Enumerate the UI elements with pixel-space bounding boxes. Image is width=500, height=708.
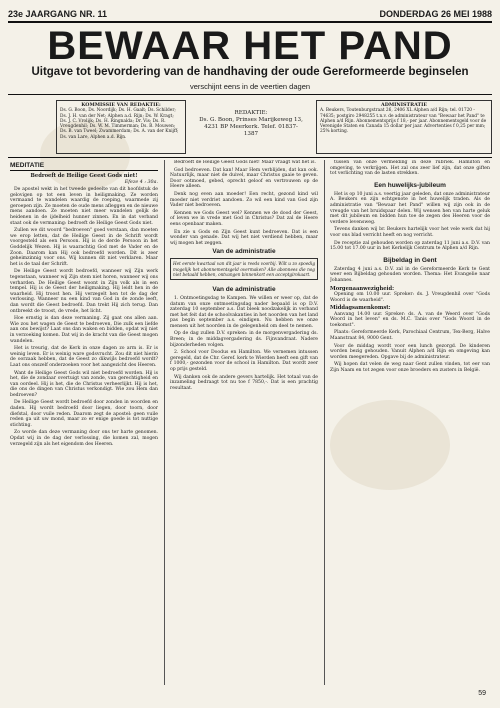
scripture-ref: Efeze 4 : 30a. — [124, 179, 158, 185]
header-rule — [8, 21, 492, 23]
section-administratie-2: Van de administratie — [212, 285, 276, 293]
section-bijbeldag: Bijbeldag in Gent — [383, 256, 437, 264]
column-meditatie — [10, 160, 158, 685]
program-heading: Middagsamenkomst: — [330, 305, 391, 312]
paragraph: De receptie zal gehouden worden op zaterdag 11 juni a.s. D.V. van 15.00 tot 17.00 uur in het Kerkelijk Centrum te Alphen a/d Rijn. — [330, 240, 490, 252]
administratie-text: A. Beukers, Toutenburgstraat 26, 2406 XL Alphen a/d Rijn; tel. 01720 - 74635; postgiro 2948255 t.n.v. de administrateur van "Bewaar het Pand" te Alphen a/d Rijn. Abonnementsprijs f 18,- per jaar. Abonnementsgeld voor de Verenigde Staten en Canada 15 dollar per jaar. Advertenties f 0,25 per mm; 25% korting. — [320, 108, 487, 135]
redaktie-phone: 4231 BP Meerkerk. Telef. 01837-1387 — [204, 124, 298, 137]
administratie-heading: ADMINISTRATIE — [380, 102, 427, 108]
masthead-subtitle: Uitgave tot bevordering van de handhaving der oude Gereformeerde beginselen — [31, 66, 469, 78]
paragraph: Wij danken ook de andere gevers hartelijk. Het totaal van de inzameling bedraagt tot nu toe f 7850,-. Dat is een prachtig resultaat. — [170, 374, 318, 391]
paragraph: Want de Heilige Geest Gods wil niet bedroefd worden. Hij is het, die de zondaar overtuigt van zonde, van gerechtigheid en van oordeel. Hij is het, die de Christus verheerlijkt. Hij is het, die ons de dingen van Christus verkondigt. Wie zou Hem dan bedroeven? — [10, 370, 158, 398]
paragraph: En zie u Gods en Zijn Geest kunt bedroeven. Dat is een wonder van genade. Dat wij het niet verdiend hebben, maar wij mogen het zeggen. — [170, 229, 318, 246]
section-meditatie: MEDITATIE — [10, 162, 158, 171]
paragraph: Hoe ernstig is dan deze vermaning. Zij gaat ons allen aan. Wie zou het wagen de Geest te bedroeven, Die zulk een liefde aan ons bewijst? Laat ons dan waken en bidden, opdat wij niet in verzoeking komen. Dat wij in de kracht van die Geest mogen wandelen. — [10, 316, 158, 344]
paragraph: Kennen we Gods Geest wel? Kennen we de dood der Geest, of leven we in vrede met God in Christus? Dat zal de Heere eens openbaar maken. — [170, 210, 318, 227]
paragraph: Wij hopen dat velen de weg naar Gent zullen vinden, tot eer van Zijn Naam en tot zegen voor onze broeders en zusters in België. — [330, 362, 490, 374]
paragraph: Voor de middag wordt voor een lunch gezorgd. De kinderen worden bezig gehouden. Vanuit Alphen a/d Rijn en omgeving kan worden meegereden. Opgave bij de administrateur. — [330, 343, 490, 360]
paragraph: 1. Ontmoetingsdag te Kampen. We willen er weer op, dat de datum van onze ontmoetingsdag nader bepaald is op D.V. zaterdag 10 september a.s. Dat bleek noodzakelijk in verband met het feit dat de schoolvakanties in het noorden van het land pas begin september a.s. eindigen. Nu hebben we onze mensen uit het noorden in de gelegenheid om deel te nemen. — [170, 295, 318, 329]
paragraph: tussen van onze vermelding in deze rubriek. Hamilton en omgeving, te verkrijgen. Het zal ons zeer lief zijn, dat onze giften tot verlichting van de lasten strekken. — [330, 160, 490, 177]
paragraph: God bedroeven. Dat kan! Maar Hem verblijden, dat kan ook. Natuurlijk, maar niet de duivel, maar Christus gaaie te geven. Door ootmoed, gebed, oprecht geloof en vertrouwen op de Heere alleen. — [170, 167, 318, 190]
section-administratie-1: Van de administratie — [212, 248, 276, 256]
column-divider — [324, 160, 325, 685]
commissie-heading: KOMMISSIE VAN REDAKTIE: — [81, 102, 161, 108]
info-rule — [8, 157, 492, 158]
paragraph: Denk nog even aan moeder! Een recht, gezond kind wil moeder niet verdriet aandoen. Zo wil een kind van God zijn Vader niet bedroeven. — [170, 191, 318, 209]
administratie-box — [316, 100, 492, 154]
volume-number: 23e JAARGANG NR. 11 — [8, 9, 108, 19]
paragraph: Het is treurig, dat de Kerk in onze dagen zo arm is. Er is weinig leven. Er is weinig ware godsvrucht. Zou dit niet hierin de oorzaak hebben, dat de Geest zo dikwijls bedroefd wordt? Laat ons onszelf onderzoeken voor het aangezicht des Heeren. — [10, 346, 158, 368]
masthead-rule — [8, 94, 492, 95]
paragraph: Aanvang 14.00 uur. Spreker: ds. A. van de Weerd over "Gods Woord in het leven" en ds. M.C. Tanis over "Gods Woord in de toekomst". — [330, 311, 490, 328]
meditation-title: Bedroeft de Heilige Geest Gods niet! — [30, 173, 138, 179]
commissie-text: Ds. G. Boon, Ds. Noordijk; Ds. H. Gaalt; Ds. Schilder; Ds. J. H. van der Net; Alphen a.d. Rijn; Ds. W. Kragt; Ds. J. C. Vrolijk; Ds. H. Ringnalda; Dr. Vis; Ds. R. Vreugdenhil; Ds. W. M. Timmerman; Ds. B. Mouwen; Ds. B. van Tweel; Zwammerdam; Ds. A. van der Knijff; Ds. van Lare, Alphen a.d. Rijn. — [60, 108, 179, 140]
commissie-box — [56, 100, 186, 154]
redaktie-heading: REDAKTIE: — [234, 110, 268, 116]
paragraph: Bedroeft de Heilige Geest Gods niet! Maar vraagt wat het is. — [174, 160, 316, 165]
administratie-notice: Het eerste kwartaal van dit jaar is reeds voorbij. Wilt u zo spoedig mogelijk het abonnementsgeld overmaken? Alle abonnees die nog niet betaald hebben, ontvangen binnenkort een acceptgirokaart. — [170, 258, 318, 280]
masthead-tagline: verschijnt eens in de veertien dagen — [189, 82, 311, 91]
section-jubileum: Een huwelijks-jubileum — [374, 181, 446, 189]
paragraph: Zaterdag 4 juni a.s. D.V. zal in de Gereformeerde Kerk te Gent weer een Bijbeldag gehouden worden. Thema: Het Evangelie naar Johannes. — [330, 266, 490, 283]
paragraph: Plaats: Gereformeerde Kerk, Parochiaal Centrum, Tex-Berg, Halve Maanstraat 84, 9000 Gent. — [330, 330, 490, 342]
issue-header — [8, 8, 492, 20]
paragraph: Opening om 10.00 uur. Spreker: ds. J. Vreugdenhil over "Gods Woord is de waarheid". — [330, 292, 490, 303]
masthead-title: BEWAAR HET PAND — [47, 24, 453, 68]
paragraph: De Heilige Geest wordt bedroefd door zonden in woorden en daden. Hij wordt bedroefd door liegen, door toorn, door diefstal, door vuile reden. Daarom zegt de apostel: geen vuile reden ga uit uw mond, maar zo er enige goede is tot nuttige stichting. — [10, 400, 158, 428]
paragraph: Zo worde dan deze vermaning door ons ter harte genomen. Opdat wij in de dag der verlossing, die komen zal, mogen verzegeld zijn als het eigendom des Heeren. — [10, 430, 158, 447]
issue-date: DONDERDAG 26 MEI 1988 — [379, 9, 492, 19]
paragraph: De Heilige Geest wordt bedroefd, wanneer wij Zijn werk tegenstaan, wanneer wij Zijn stem niet horen, wanneer wij ons verharden. De Heilige Geest woont in Zijn volk als in een tempel. Hij is de Geest der heiligmaking. Hij leidt hen in de waarheid. Hij troost hen. Hij verzegelt hen tot de dag der verlossing. Wanneer nu een kind van God in de zonde leeft, dan wordt die Geest bedroefd. Dan trekt Hij zich terug. Dan ontbreekt de troost, de vrede, het licht. — [10, 269, 158, 314]
page-number: 59 — [478, 690, 486, 697]
paragraph: Op de dag zullen D.V. spreken: in de morgenvergadering ds. Breen; in de middagvergadering ds. Fijnvandraat. Nadere bijzonderheden volgen. — [170, 331, 318, 348]
column-right — [330, 160, 490, 685]
paragraph: Tevens danken wij br. Beukers hartelijk voor het vele werk dat hij voor ons blad verricht heeft en nog verricht. — [330, 227, 490, 238]
column-middle — [170, 160, 318, 685]
paragraph: Zullen we dit woord "bedroeven" goed verstaan, dan moeten we erop letten, dat de Heilige Geest in de Schrift wordt voorgesteld als een Persoon. Hij is de derde Persoon in het Goddelijk Wezen. Hij is waarachtig God met de Vader en de Zoon. Daarom kan Hij ook bedroefd worden. Dit is zeer geheimzinnig voor ons. Wij kunnen dit niet verklaren. Maar het is de taal der Schrift. — [10, 228, 158, 267]
redaktie-box — [196, 100, 306, 154]
paragraph: De apostel wekt in het tweede gedeelte van dit hoofdstuk de gelovigen op tot een leven in heiligmaking. Ze worden vermaand te wandelen waardig de roeping, waarmede zij geroepen zijn. Ze moeten de oude mens afleggen en de nieuwe mens aandoen. Ze moeten niet meer wandelen gelijk de heidenen in de ijdelheid hunner zinnen. En in dat verband staat ook de vermaning: bedroeft de Heilige Geest Gods niet. — [10, 187, 158, 226]
redaktie-address: Ds. G. Boon, Prinses Marijkeweg 13, — [199, 117, 303, 123]
paragraph: Het is op 10 juni a.s. veertig jaar geleden, dat onze administrateur A. Beukers en zijn echtgenote in het huwelijk traden. Als de administratie van "Bewaar het Pand" willen wij zijn ook in de vreugde van het bruidspaar delen. Wij wensen hen van harte geluk met dit jubileum en bidden hun toe de zegen des Heeren voor de verdere levensweg. — [330, 191, 490, 225]
program-heading: Morgenaanwezigheid: — [330, 285, 395, 292]
paragraph: 2. School voor Doodus en Hamilton. We vernemen intussen geregeld, dat de Chr. Geref. kerk te Wierden heeft een gift van f 1000,- gezonden voor de school in Hamilton. Dat wordt zeer op prijs gesteld. — [170, 350, 318, 373]
column-divider — [164, 160, 165, 685]
